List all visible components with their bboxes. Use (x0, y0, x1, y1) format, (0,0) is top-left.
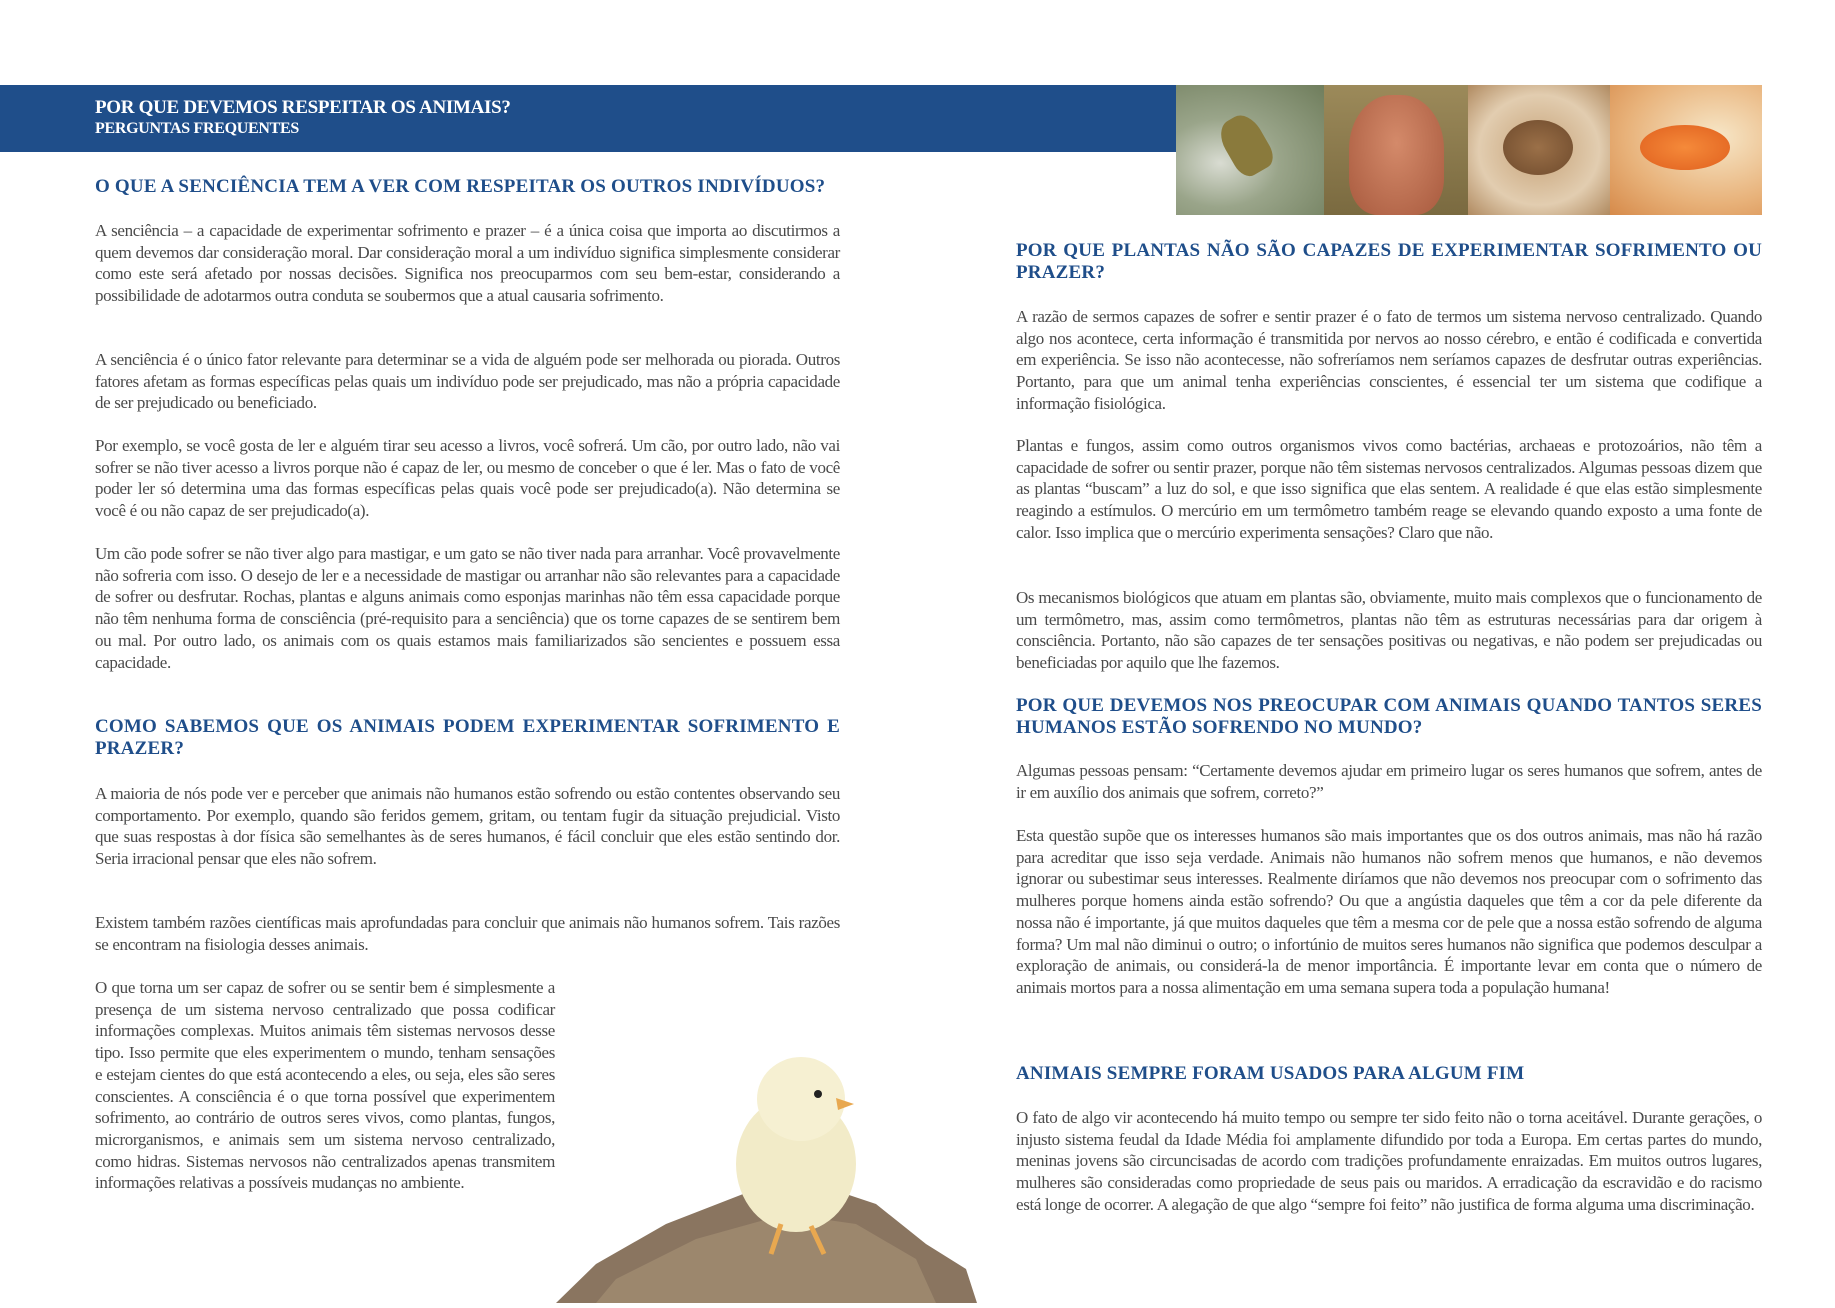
paragraph: A senciência – a capacidade de experimentar sofrimento e prazer – é a única coisa que importa ao discutirmos a quem devemos dar consideração moral. Dar consideração moral a um indivíduo significa simplesmente considerar como este será afetado por nossas decisões. Significa nos preocuparmos com seu bem-estar, considerando a possibilidade de adotarmos outra conduta se soubermos que a atual causaria sofrimento. (95, 221, 840, 306)
paragraph: O que torna um ser capaz de sofrer ou se sentir bem é simplesmente a presença de um sistema nervoso centralizado que possa codificar informações complexas. Muitos animais têm sistemas nervosos desse tipo. Isso permite que eles experimentem o mundo, tenham sensações e estejam cientes do que está acontecendo a eles, ou seja, eles são seres conscientes. A consciência é o que torna possível que experimentem sofrimento, ao contrário de outros seres vivos, como plantas, fungos, microrganismos, e animais sem um sistema nervoso centralizado, como hidras. Sistemas nervosos não centralizados apenas transmitem informações relativas a possíveis mudanças no ambiente. (95, 978, 555, 1193)
goldfish-photo (1610, 85, 1762, 215)
mouse-photo (1468, 85, 1610, 215)
paragraph: Plantas e fungos, assim como outros organismos vivos como bactérias, archaeas e protozoários, não têm a capacidade de sofrer ou sentir prazer, porque não têm sistemas nervosos centralizados. Algumas pessoas dizem que as plantas “buscam” a luz do sol, e que isso significa que elas sentem. A realidade é que elas estão simplesmente reagindo a estímulos. O mercúrio em um termômetro também reage se elevando quando exposto a uma fonte de calor. Isso implica que o mercúrio experimenta sensações? Claro que não. (1016, 436, 1762, 542)
paragraph: Um cão pode sofrer se não tiver algo para mastigar, e um gato se não tiver nada para arranhar. Você provavelmente não sofreria com isso. O desejo de ler e a necessidade de mastigar ou arranhar não são relevantes para a capacidade de sofrer ou desfrutar. Rochas, plantas e alguns animais como esponjas marinhas não têm essa capacidade porque não têm nenhuma forma de consciência (pré-requisito para a senciência) que os torne capazes de se sentirem bem ou mal. Por outro lado, os animais com os quais estamos mais familiarizados são sencientes e possuem essa capacidade. (95, 544, 840, 672)
grasshopper-photo (1176, 85, 1324, 215)
paragraph: O fato de algo vir acontecendo há muito tempo ou sempre ter sido feito não o torna aceitável. Durante gerações, o injusto sistema feudal da Idade Média foi amplamente difundido por toda a Europa. Em certas partes do mundo, meninas jovens são circuncisadas de acordo com tradições profundamente enraizadas. Em muitos outros lugares, mulheres são consideradas como propriedade de seus pais ou maridos. A erradicação da escravidão e do racismo está longe de ocorrer. A alegação de que algo “sempre foi feito” não justifica de forma alguma uma discriminação. (1016, 1108, 1762, 1214)
heading-sentience: O QUE A SENCIÊNCIA TEM A VER COM RESPEITAR OS OUTROS INDIVÍDUOS? (95, 176, 826, 197)
animal-photo-strip (1176, 85, 1762, 215)
left-heading-1 (95, 176, 840, 198)
heading-always-used: ANIMAIS SEMPRE FORAM USADOS PARA ALGUM FIM (1016, 1063, 1525, 1084)
paragraph: Os mecanismos biológicos que atuam em plantas são, obviamente, muito mais complexos que o funcionamento de um termômetro, mas, assim como termômetros, plantas não têm as estruturas necessárias para dar origem à consciência. Portanto, não são capazes de ter sensações positivas ou negativas, e não podem ser prejudicadas ou beneficiadas por aquilo que lhe fazemos. (1016, 588, 1762, 673)
heading-why-care: POR QUE DEVEMOS NOS PREOCUPAR COM ANIMAIS QUANDO TANTOS SERES HUMANOS ESTÃO SOFRENDO NO MUNDO? (1016, 695, 1762, 738)
document-title: POR QUE DEVEMOS RESPEITAR OS ANIMAIS? (95, 97, 511, 118)
paragraph: Esta questão supõe que os interesses humanos são mais importantes que os dos outros animais, mas não há razão para acreditar que isso seja verdade. Animais não humanos não sofrem menos que humanos, e não devemos ignorar ou subestimar seus interesses. Realmente diríamos que não devemos nos preocupar com o sofrimento das mulheres porque homens ainda estão sofrendo? Ou que a angústia daqueles que têm a cor da pele diferente da nossa não é importante, já que muitos daqueles que têm a mesma cor de pele que a nossa estão sofrendo de alguma forma? Um mal não diminui o outro; o infortúnio de muitos seres humanos não significa que podemos desculpar a exploração de animais, ou considerá-la de menor importância. É importante levar em conta que o número de animais mortos para a nossa alimentação em uma semana supera toda a população humana! (1016, 826, 1762, 997)
calf-photo (1324, 85, 1468, 215)
paragraph: A razão de sermos capazes de sofrer e sentir prazer é o fato de termos um sistema nervoso centralizado. Quando algo nos acontece, certa informação é transmitida por nervos ao nosso cérebro, e então é codificada e convertida em experiência. Se isso não acontecesse, não sofreríamos nem seríamos capazes de desfrutar outras experiências. Portanto, para que um animal tenha experiências conscientes, é essencial ter um sistema que codifique a informação fisiológica. (1016, 307, 1762, 413)
paragraph: Por exemplo, se você gosta de ler e alguém tirar seu acesso a livros, você sofrerá. Um cão, por outro lado, não vai sofrer se não tiver acesso a livros porque não é capaz de ler, ou mesmo de conceber o que é ler. Mas o fato de você poder ler só determina uma das formas específicas pelas quais você pode ser prejudicado(a). Não determina se você é ou não capaz de ser prejudicado(a). (95, 436, 840, 521)
paragraph: Existem também razões científicas mais aprofundadas para concluir que animais não humanos sofrem. Tais razões se encontram na fisiologia desses animais. (95, 913, 840, 954)
header-band (0, 85, 1176, 152)
heading-how-we-know: COMO SABEMOS QUE OS ANIMAIS PODEM EXPERIMENTAR SOFRIMENTO E PRAZER? (95, 716, 840, 759)
paragraph: A maioria de nós pode ver e perceber que animais não humanos estão sofrendo ou estão contentes observando seu comportamento. Por exemplo, quando são feridos gemem, gritam, ou tentam fugir da situação prejudicial. Visto que suas respostas à dor física são semelhantes às de seres humanos, é fácil concluir que eles estão sentindo dor. Seria irracional pensar que eles não sofrem. (95, 784, 840, 869)
paragraph: A senciência é o único fator relevante para determinar se a vida de alguém pode ser melhorada ou piorada. Outros fatores afetam as formas específicas pelas quais um indivíduo pode ser prejudicado, mas não a própria capacidade de ser prejudicado ou beneficiado. (95, 350, 840, 413)
document-subtitle: PERGUNTAS FREQUENTES (95, 120, 299, 137)
chick-on-rock-photo (556, 1054, 977, 1303)
paragraph: Algumas pessoas pensam: “Certamente devemos ajudar em primeiro lugar os seres humanos que sofrem, antes de ir em auxílio dos animais que sofrem, correto?” (1016, 761, 1762, 802)
heading-plants: POR QUE PLANTAS NÃO SÃO CAPAZES DE EXPERIMENTAR SOFRIMENTO OU PRAZER? (1016, 240, 1762, 283)
